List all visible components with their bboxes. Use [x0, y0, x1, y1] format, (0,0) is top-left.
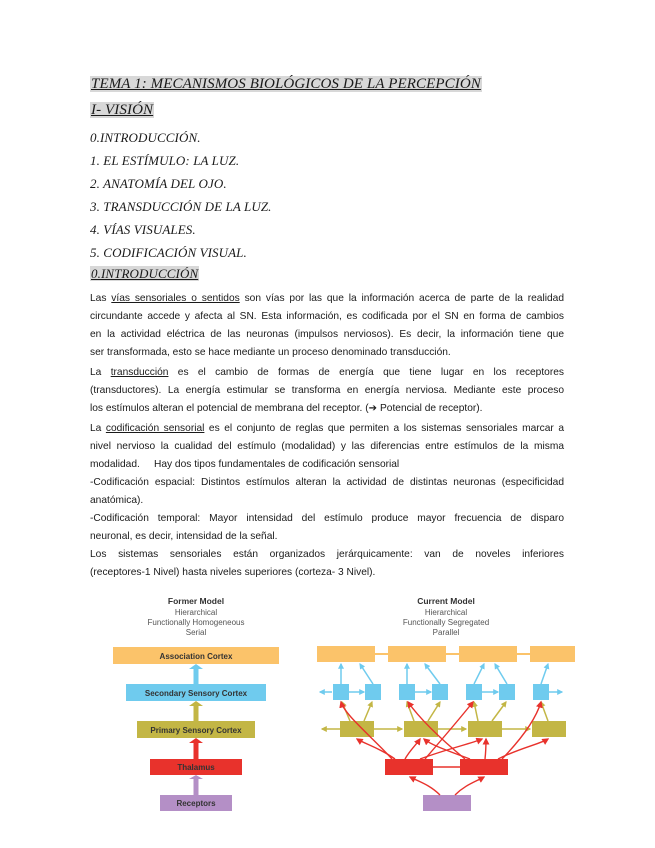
document-subtitle: I- VISIÓN — [91, 102, 154, 118]
current-secondary-row — [320, 664, 562, 700]
toc-item: 2. ANATOMÍA DEL OJO. — [90, 176, 227, 191]
primary-cortex-label: Primary Sensory Cortex — [150, 726, 242, 735]
toc-item: 5. CODIFICACIÓN VISUAL. — [90, 245, 247, 260]
current-thalamus-row — [385, 759, 508, 775]
term-vias-sensoriales: vías sensoriales o sentidos — [111, 293, 240, 304]
former-model-desc-3: Serial — [185, 628, 207, 637]
current-model-desc-1: Hierarchical — [424, 608, 468, 617]
current-model-title: Current Model — [417, 596, 475, 606]
toc-item: 3. TRANSDUCCIÓN DE LA LUZ. — [90, 199, 272, 214]
former-model-desc-1: Hierarchical — [174, 608, 218, 617]
toc-item: 1. EL ESTÍMULO: LA LUZ. — [90, 153, 240, 168]
receptors-label: Receptors — [176, 799, 216, 808]
current-association-row — [317, 646, 575, 662]
current-model-desc-3: Parallel — [432, 628, 460, 637]
association-cortex-label: Association Cortex — [159, 652, 233, 661]
paragraph-transduccion: La transducción es el cambio de formas de energía que tiene lugar en los receptores (transductores). La energía estimular se transforma en energía nerviosa. Mediante este proceso los estímulos alteran el potencial de membrana del receptor. (➔ Potencial de receptor). — [90, 367, 565, 414]
current-parallel-arrows — [341, 702, 548, 795]
former-model-desc-2: Functionally Homogeneous — [147, 618, 245, 627]
document-title: TEMA 1: MECANISMOS BIOLÓGICOS DE LA PERCEPCIÓN — [91, 76, 481, 92]
toc-item: 0.INTRODUCCIÓN. — [90, 130, 201, 145]
thalamus-label: Thalamus — [177, 763, 215, 772]
toc-item: 4. VÍAS VISUALES. — [90, 222, 196, 237]
paragraph-vias-sensoriales: Las vías sensoriales o sentidos son vías por las que la información acerca de parte de la realidad circundante accede y afecta al SN. Esta información, es codificada por el SN en forma de cambios en la actividad eléctrica de las neuronas (impulsos nerviosos). Es decir, la información tiene que ser transformada, esto se hace mediante un proceso denominado transducción. — [90, 293, 564, 358]
former-model-title: Former Model — [167, 596, 225, 606]
paragraph-codificacion: La codificación sensorial es el conjunto de reglas que permiten a los sistemas sensoriales marcar a nivel nervioso la cualidad del estímulo (modalidad) y las diferencias entre estímulos de la misma modalidad. Hay dos tipos fundamentales de codificación sensorial -Codificación espacial: Distintos estímulos alteran la actividad de distintas neuronas (especificidad anatómica). -Codificación temporal: Mayor intensidad del estímulo produce mayor frecuencia de disparo neuronal, es decir, intensidad de la señal. — [90, 423, 564, 542]
section-heading: 0.INTRODUCCIÓN — [91, 266, 199, 281]
paragraph-jerarquia: Los sistemas sensoriales están organizados jerárquicamente: van de noveles inferiores (receptores-1 Nivel) hasta niveles superiores (corteza- 3 Nivel). — [90, 549, 564, 578]
secondary-cortex-label: Secondary Sensory Cortex — [144, 689, 248, 698]
term-codificacion-sensorial: codificación sensorial — [105, 423, 205, 434]
current-model-desc-2: Functionally Segregated — [402, 618, 490, 627]
term-transduccion: transducción — [110, 367, 169, 378]
current-primary-row — [322, 702, 566, 737]
current-receptors-box — [423, 795, 471, 811]
arrow-right-icon: ➔ — [368, 403, 378, 414]
